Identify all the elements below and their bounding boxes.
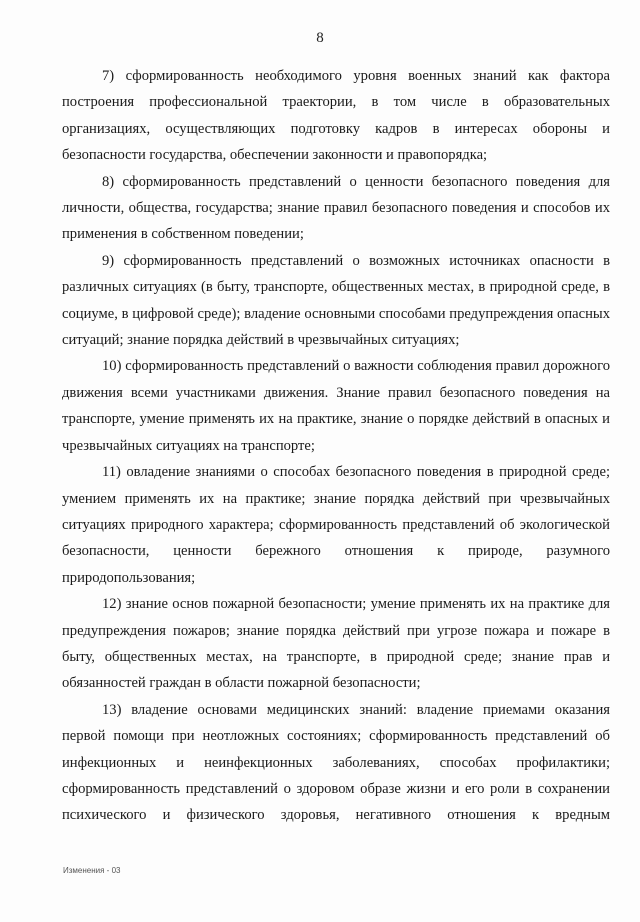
revision-footer: Изменения - 03	[63, 866, 121, 875]
paragraph-item-10: 10) сформированность представлений о важности соблюдения правил дорожного движения всеми участниками движения. Знание правил безопасного поведения на транспорте, умение применять их на практике, знание о порядке действий в опасных и чрезвычайных ситуациях на транспорте;	[62, 358, 610, 454]
paragraph-item-7: 7) сформированность необходимого уровня военных знаний как фактора построения профессиональной траектории, в том числе в образовательных организациях, осуществляющих подготовку кадров в интересах обороны и безопасности государства, обеспечении законности и правопорядка;	[62, 68, 610, 164]
paragraph-item-9: 9) сформированность представлений о возможных источниках опасности в различных ситуациях (в быту, транспорте, общественных местах, в природной среде, в социуме, в цифровой среде); владение основными способами предупреждения опасных ситуаций; знание порядка действий в чрезвычайных ситуациях;	[62, 252, 610, 349]
document-body	[62, 63, 610, 829]
paragraph-item-12: 12) знание основ пожарной безопасности; умение применять их на практике для предупреждения пожаров; знание порядка действий при угрозе пожара и пожаре в быту, общественных местах, на транспорте, в природной среде; знание прав и обязанностей граждан в области пожарной безопасности;	[62, 596, 610, 692]
paragraph-item-8: 8) сформированность представлений о ценности безопасного поведения для личности, общества, государства; знание правил безопасного поведения и способов их применения в собственном поведении;	[62, 173, 610, 243]
paragraph-item-11: 11) овладение знаниями о способах безопасного поведения в природной среде; умением применять их на практике; знание порядка действий при чрезвычайных ситуациях природного характера; сформированность представлений об экологической безопасности, ценности бережного отношения к природе, разумного природопользования;	[62, 464, 610, 586]
paragraph-item-13: 13) владение основами медицинских знаний: владение приемами оказания первой помощи при неотложных состояниях; сформированность представлений об инфекционных и неинфекционных заболеваниях, способах профилактики; сформированность представлений о здоровом образе жизни и его роли в сохранении психического и физического здоровья, негативного отношения к вредным	[62, 701, 610, 824]
page-number: 8	[316, 30, 324, 46]
